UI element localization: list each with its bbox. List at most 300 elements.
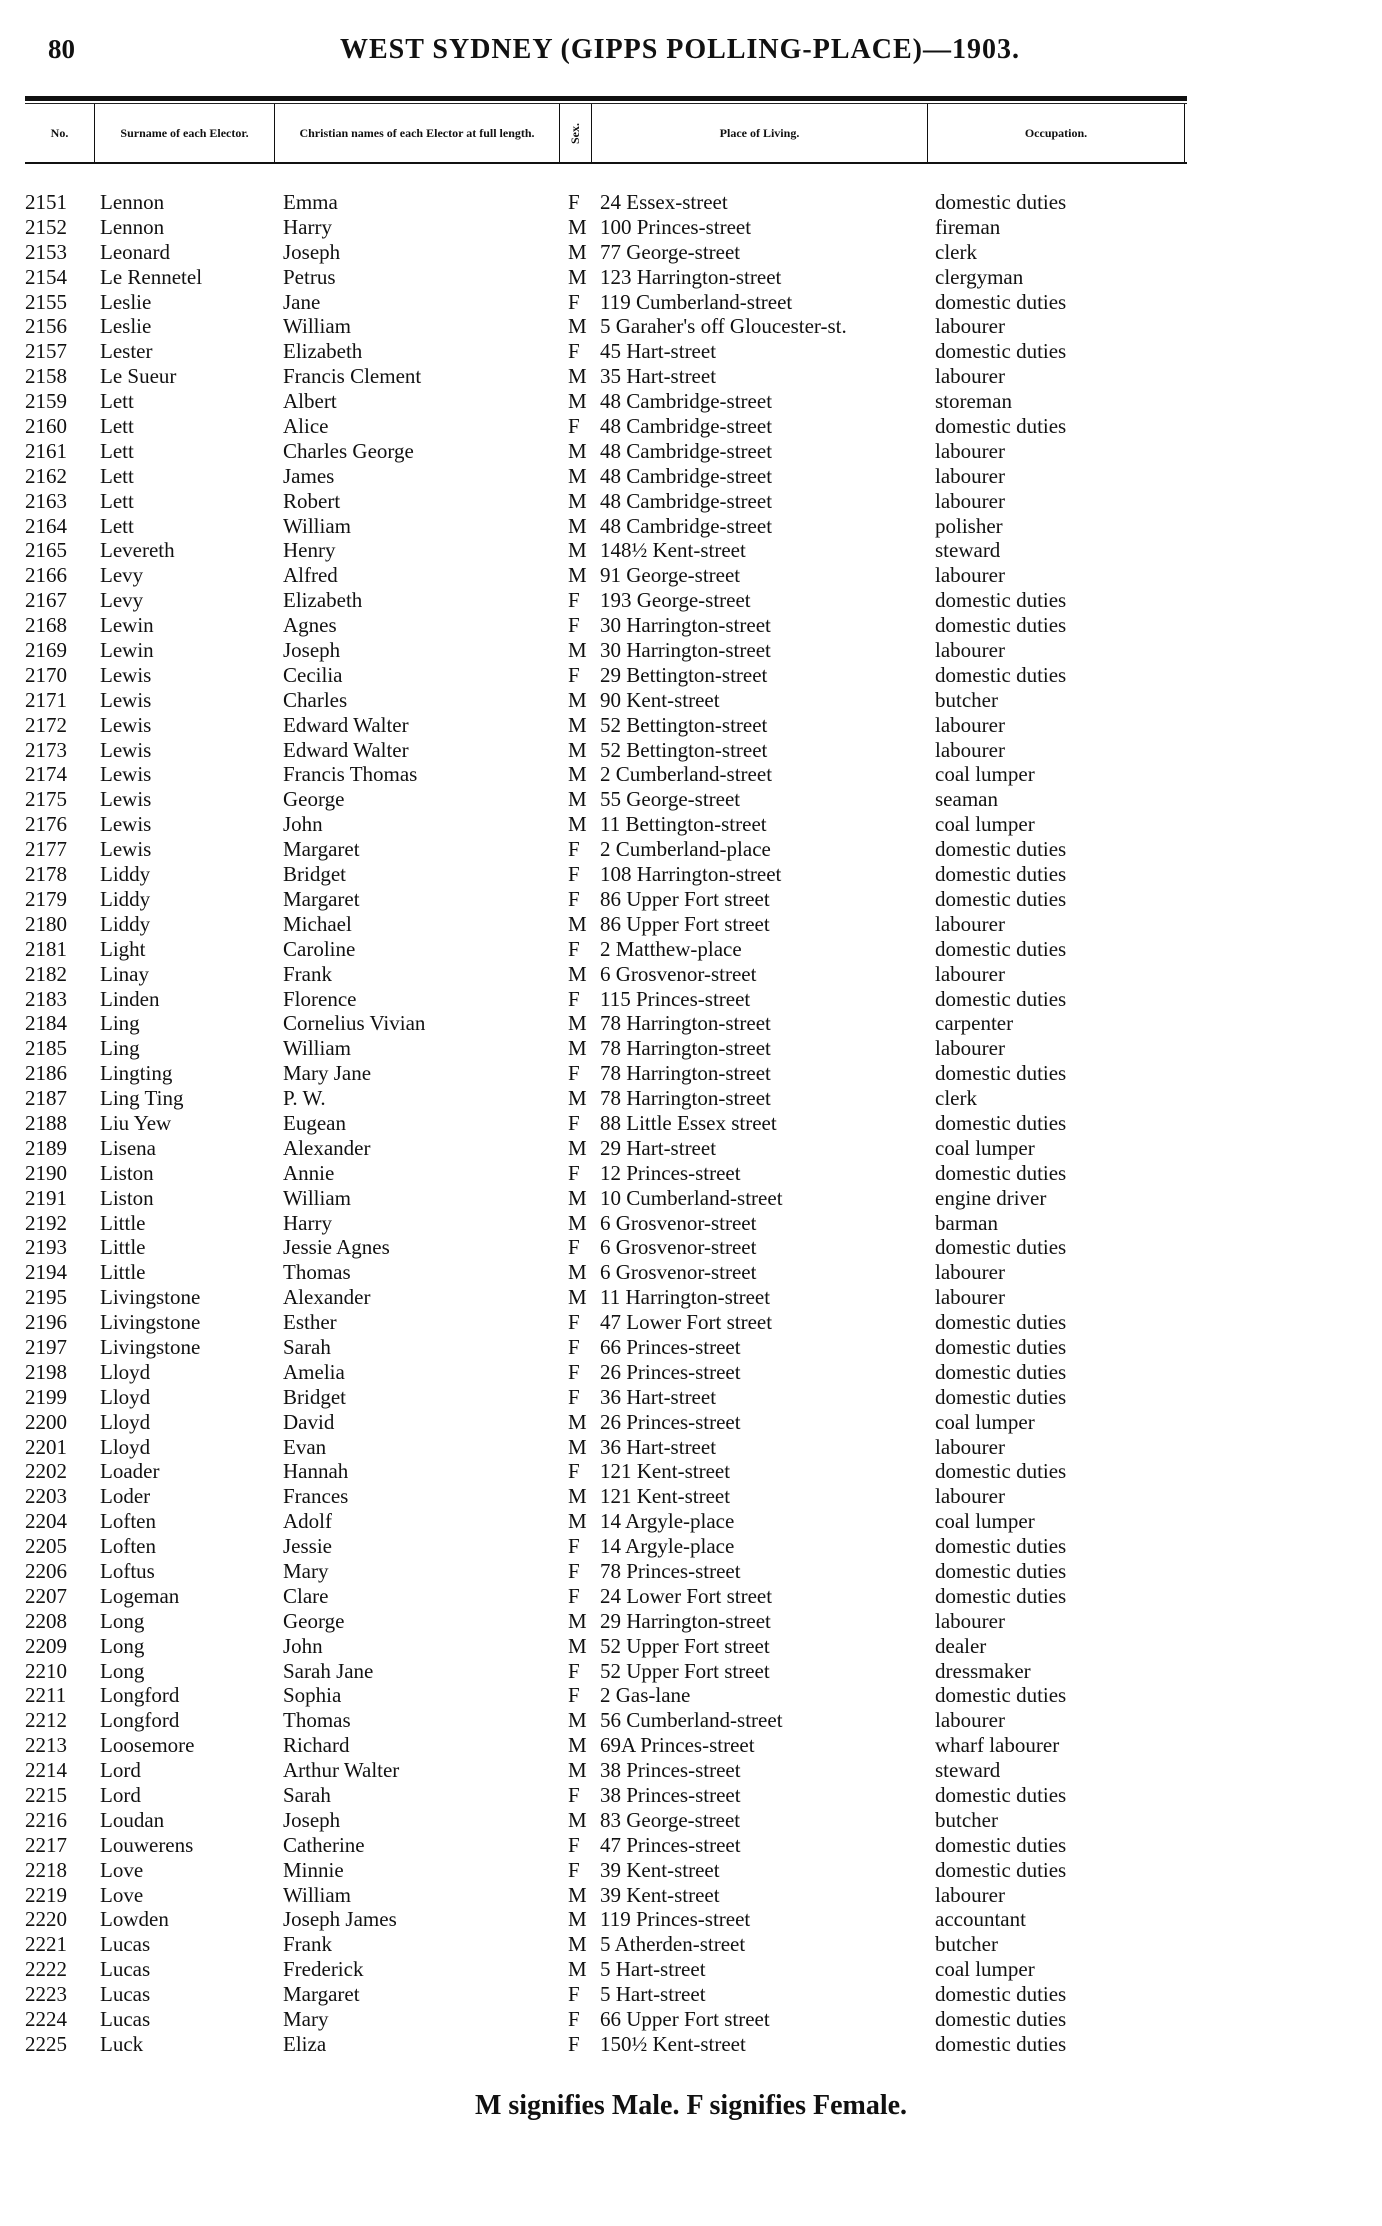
table-row xyxy=(25,240,1185,265)
elector-number: 2205 xyxy=(25,1534,67,1559)
elector-surname: Ling xyxy=(100,1036,140,1061)
elector-surname: Lewis xyxy=(100,787,152,812)
elector-occupation: labourer xyxy=(935,1434,1005,1459)
elector-christian-names: Margaret xyxy=(283,886,360,911)
elector-place-of-living: 30 Harrington-street xyxy=(600,638,771,663)
elector-place-of-living: 30 Harrington-street xyxy=(600,613,771,638)
table-row xyxy=(25,489,1185,514)
elector-sex: M xyxy=(568,239,587,264)
elector-place-of-living: 29 Bettington-street xyxy=(600,662,768,687)
table-row xyxy=(25,514,1185,539)
table-row xyxy=(25,464,1185,489)
table-row xyxy=(25,837,1185,862)
table-row xyxy=(25,1883,1185,1908)
elector-occupation: labourer xyxy=(935,638,1005,663)
elector-sex: M xyxy=(568,737,587,762)
elector-surname: Lucas xyxy=(100,1982,151,2007)
elector-surname: Lett xyxy=(100,414,134,439)
elector-sex: F xyxy=(568,1359,580,1384)
elector-place-of-living: 12 Princes-street xyxy=(600,1160,741,1185)
elector-christian-names: Joseph xyxy=(283,638,341,663)
elector-surname: Loder xyxy=(100,1484,151,1509)
elector-sex: M xyxy=(568,1260,587,1285)
elector-christian-names: Emma xyxy=(283,190,338,214)
table-row xyxy=(25,1509,1185,1534)
elector-number: 2189 xyxy=(25,1135,67,1160)
elector-surname: Lloyd xyxy=(100,1434,151,1459)
elector-occupation: labourer xyxy=(935,1036,1005,1061)
elector-christian-names: Evan xyxy=(283,1434,327,1459)
elector-place-of-living: 14 Argyle-place xyxy=(600,1534,735,1559)
elector-place-of-living: 26 Princes-street xyxy=(600,1359,741,1384)
table-row xyxy=(25,862,1185,887)
elector-christian-names: Harry xyxy=(283,214,332,239)
elector-christian-names: James xyxy=(283,463,335,488)
table-row xyxy=(25,1260,1185,1285)
elector-number: 2195 xyxy=(25,1285,67,1310)
elector-place-of-living: 150½ Kent-street xyxy=(600,2031,746,2056)
elector-christian-names: William xyxy=(283,1036,351,1061)
column-header-occupation-label: Occupation. xyxy=(1024,125,1088,140)
elector-christian-names: Francis Clement xyxy=(283,364,422,389)
elector-christian-names: Clare xyxy=(283,1583,329,1608)
elector-occupation: domestic duties xyxy=(935,289,1067,314)
table-row xyxy=(25,1758,1185,1783)
elector-surname: Lewin xyxy=(100,638,154,663)
elector-christian-names: Arthur Walter xyxy=(283,1758,400,1783)
elector-place-of-living: 47 Princes-street xyxy=(600,1832,741,1857)
elector-christian-names: William xyxy=(283,513,351,538)
elector-surname: Liston xyxy=(100,1185,154,1210)
column-header-surname xyxy=(95,104,275,162)
elector-christian-names: Edward Walter xyxy=(283,737,409,762)
table-row xyxy=(25,1932,1185,1957)
elector-surname: Ling xyxy=(100,1011,140,1036)
elector-occupation: domestic duties xyxy=(935,1783,1067,1807)
column-header-occupation xyxy=(928,104,1185,162)
elector-sex: F xyxy=(568,1384,580,1409)
elector-place-of-living: 91 George-street xyxy=(600,563,741,588)
elector-surname: Lloyd xyxy=(100,1409,151,1434)
elector-surname: Little xyxy=(100,1235,146,1260)
table-row xyxy=(25,713,1185,738)
table-row xyxy=(25,1783,1185,1808)
elector-occupation: labourer xyxy=(935,463,1005,488)
elector-christian-names: Mary Jane xyxy=(283,1061,372,1086)
elector-surname: Lewin xyxy=(100,613,154,638)
elector-number: 2165 xyxy=(25,538,67,563)
elector-christian-names: Petrus xyxy=(283,264,336,289)
elector-christian-names: George xyxy=(283,1608,345,1633)
elector-occupation: domestic duties xyxy=(935,339,1067,364)
elector-number: 2206 xyxy=(25,1558,67,1583)
elector-surname: Long xyxy=(100,1658,145,1683)
elector-occupation: wharf labourer xyxy=(935,1733,1060,1758)
elector-number: 2204 xyxy=(25,1509,67,1534)
elector-number: 2188 xyxy=(25,1110,67,1135)
elector-surname: Lewis xyxy=(100,662,152,687)
elector-christian-names: Edward Walter xyxy=(283,712,409,737)
elector-occupation: storeman xyxy=(935,389,1012,414)
elector-christian-names: John xyxy=(283,1633,323,1658)
elector-surname: Leonard xyxy=(100,239,170,264)
table-row xyxy=(25,912,1185,937)
elector-occupation: domestic duties xyxy=(935,1235,1067,1260)
elector-place-of-living: 26 Princes-street xyxy=(600,1409,741,1434)
elector-surname: Louwerens xyxy=(100,1832,194,1857)
elector-surname: Loosemore xyxy=(100,1733,195,1758)
elector-occupation: domestic duties xyxy=(935,1110,1067,1135)
elector-occupation: domestic duties xyxy=(935,1683,1067,1708)
elector-sex: F xyxy=(568,289,580,314)
elector-sex: M xyxy=(568,513,587,538)
elector-surname: Liu Yew xyxy=(100,1110,172,1135)
elector-surname: Leslie xyxy=(100,289,152,314)
elector-place-of-living: 56 Cumberland-street xyxy=(600,1708,783,1733)
elector-surname: Lett xyxy=(100,389,134,414)
elector-place-of-living: 48 Cambridge-street xyxy=(600,513,773,538)
elector-sex: M xyxy=(568,712,587,737)
elector-surname: Leslie xyxy=(100,314,152,339)
elector-christian-names: Harry xyxy=(283,1210,332,1235)
elector-number: 2210 xyxy=(25,1658,67,1683)
elector-sex: M xyxy=(568,264,587,289)
elector-sex: F xyxy=(568,837,580,862)
table-row xyxy=(25,1559,1185,1584)
elector-place-of-living: 78 Harrington-street xyxy=(600,1086,771,1111)
elector-surname: Lord xyxy=(100,1758,141,1783)
table-row xyxy=(25,613,1185,638)
elector-christian-names: Cornelius Vivian xyxy=(283,1011,426,1036)
elector-number: 2185 xyxy=(25,1036,67,1061)
elector-christian-names: Charles xyxy=(283,687,348,712)
elector-occupation: labourer xyxy=(935,1882,1005,1907)
elector-place-of-living: 119 Cumberland-street xyxy=(600,289,793,314)
elector-number: 2187 xyxy=(25,1086,67,1111)
elector-occupation: labourer xyxy=(935,911,1005,936)
elector-sex: M xyxy=(568,1011,587,1036)
elector-place-of-living: 115 Princes-street xyxy=(600,986,751,1011)
elector-occupation: domestic duties xyxy=(935,1160,1067,1185)
elector-sex: M xyxy=(568,1285,587,1310)
elector-sex: M xyxy=(568,364,587,389)
elector-number: 2181 xyxy=(25,936,67,961)
elector-occupation: labourer xyxy=(935,1260,1005,1285)
elector-occupation: labourer xyxy=(935,438,1005,463)
elector-occupation: domestic duties xyxy=(935,1310,1067,1335)
elector-number: 2172 xyxy=(25,712,67,737)
elector-place-of-living: 10 Cumberland-street xyxy=(600,1185,783,1210)
elector-place-of-living: 5 Hart-street xyxy=(600,1957,706,1982)
elector-christian-names: Annie xyxy=(283,1160,335,1185)
elector-surname: Lloyd xyxy=(100,1384,151,1409)
elector-number: 2215 xyxy=(25,1783,67,1807)
elector-place-of-living: 78 Harrington-street xyxy=(600,1061,771,1086)
elector-place-of-living: 52 Upper Fort street xyxy=(600,1633,770,1658)
elector-occupation: labourer xyxy=(935,364,1005,389)
elector-occupation: labourer xyxy=(935,737,1005,762)
elector-number: 2223 xyxy=(25,1982,67,2007)
page-title: WEST SYDNEY (GIPPS POLLING-PLACE)—1903. xyxy=(340,34,1020,65)
elector-surname: Lennon xyxy=(100,214,165,239)
elector-place-of-living: 66 Princes-street xyxy=(600,1334,741,1359)
elector-christian-names: George xyxy=(283,787,345,812)
elector-sex: M xyxy=(568,1185,587,1210)
table-row xyxy=(25,1061,1185,1086)
table-row xyxy=(25,1858,1185,1883)
elector-christian-names: Jessie Agnes xyxy=(283,1235,390,1260)
elector-sex: F xyxy=(568,190,580,214)
elector-number: 2169 xyxy=(25,638,67,663)
elector-occupation: dressmaker xyxy=(935,1658,1031,1683)
table-row xyxy=(25,1459,1185,1484)
elector-number: 2211 xyxy=(25,1683,67,1708)
elector-christian-names: Mary xyxy=(283,2007,329,2032)
elector-sex: M xyxy=(568,1932,587,1957)
elector-place-of-living: 36 Hart-street xyxy=(600,1434,717,1459)
elector-occupation: coal lumper xyxy=(935,1957,1035,1982)
elector-sex: F xyxy=(568,1334,580,1359)
elector-place-of-living: 100 Princes-street xyxy=(600,214,752,239)
elector-number: 2170 xyxy=(25,662,67,687)
elector-occupation: dealer xyxy=(935,1633,987,1658)
elector-sex: F xyxy=(568,2007,580,2032)
elector-sex: F xyxy=(568,1235,580,1260)
elector-occupation: domestic duties xyxy=(935,1832,1067,1857)
elector-sex: M xyxy=(568,1633,587,1658)
elector-number: 2201 xyxy=(25,1434,67,1459)
elector-christian-names: Cecilia xyxy=(283,662,343,687)
elector-sex: M xyxy=(568,961,587,986)
elector-surname: Lucas xyxy=(100,1957,151,1982)
elector-christian-names: Florence xyxy=(283,986,357,1011)
elector-sex: M xyxy=(568,1882,587,1907)
elector-surname: Love xyxy=(100,1882,144,1907)
elector-christian-names: Sarah xyxy=(283,1334,331,1359)
elector-place-of-living: 5 Hart-street xyxy=(600,1982,706,2007)
elector-occupation: fireman xyxy=(935,214,1001,239)
elector-place-of-living: 148½ Kent-street xyxy=(600,538,746,563)
elector-number: 2161 xyxy=(25,438,67,463)
table-row xyxy=(25,962,1185,987)
elector-occupation: domestic duties xyxy=(935,1982,1067,2007)
elector-number: 2177 xyxy=(25,837,67,862)
elector-place-of-living: 48 Cambridge-street xyxy=(600,488,773,513)
elector-christian-names: Caroline xyxy=(283,936,356,961)
elector-christian-names: Margaret xyxy=(283,837,360,862)
table-row xyxy=(25,1211,1185,1236)
elector-surname: Livingstone xyxy=(100,1285,201,1310)
table-row xyxy=(25,1011,1185,1036)
table-row xyxy=(25,1285,1185,1310)
elector-surname: Lisena xyxy=(100,1135,156,1160)
elector-occupation: labourer xyxy=(935,1285,1005,1310)
elector-place-of-living: 6 Grosvenor-street xyxy=(600,961,757,986)
elector-place-of-living: 2 Cumberland-place xyxy=(600,837,771,862)
elector-place-of-living: 11 Harrington-street xyxy=(600,1285,771,1310)
elector-sex: F xyxy=(568,1310,580,1335)
elector-sex: F xyxy=(568,662,580,687)
elector-occupation: labourer xyxy=(935,712,1005,737)
elector-sex: M xyxy=(568,1210,587,1235)
elector-surname: Liddy xyxy=(100,911,151,936)
table-row xyxy=(25,563,1185,588)
column-header-place xyxy=(592,104,928,162)
table-row xyxy=(25,1086,1185,1111)
elector-number: 2184 xyxy=(25,1011,67,1036)
elector-sex: F xyxy=(568,1683,580,1708)
table-row xyxy=(25,1982,1185,2007)
elector-number: 2200 xyxy=(25,1409,67,1434)
elector-surname: Loudan xyxy=(100,1807,165,1832)
elector-number: 2199 xyxy=(25,1384,67,1409)
elector-number: 2186 xyxy=(25,1061,67,1086)
elector-surname: Levereth xyxy=(100,538,175,563)
elector-christian-names: Joseph xyxy=(283,239,341,264)
elector-place-of-living: 39 Kent-street xyxy=(600,1857,720,1882)
table-row xyxy=(25,215,1185,240)
elector-christian-names: Catherine xyxy=(283,1832,365,1857)
elector-sex: M xyxy=(568,812,587,837)
table-row xyxy=(25,339,1185,364)
elector-number: 2153 xyxy=(25,239,67,264)
table-row xyxy=(25,190,1185,215)
table-row xyxy=(25,1708,1185,1733)
elector-number: 2157 xyxy=(25,339,67,364)
elector-surname: Lewis xyxy=(100,712,152,737)
elector-number: 2156 xyxy=(25,314,67,339)
elector-christian-names: Hannah xyxy=(283,1459,349,1484)
elector-surname: Le Sueur xyxy=(100,364,177,389)
elector-place-of-living: 6 Grosvenor-street xyxy=(600,1210,757,1235)
elector-occupation: domestic duties xyxy=(935,1359,1067,1384)
elector-occupation: domestic duties xyxy=(935,662,1067,687)
elector-occupation: labourer xyxy=(935,1708,1005,1733)
column-header-place-label: Place of Living. xyxy=(719,125,800,140)
elector-surname: Le Rennetel xyxy=(100,264,203,289)
elector-sex: M xyxy=(568,638,587,663)
elector-occupation: butcher xyxy=(935,1932,998,1957)
elector-occupation: coal lumper xyxy=(935,1135,1035,1160)
elector-place-of-living: 77 George-street xyxy=(600,239,741,264)
elector-occupation: domestic duties xyxy=(935,414,1067,439)
elector-surname: Lester xyxy=(100,339,153,364)
elector-sex: M xyxy=(568,687,587,712)
elector-place-of-living: 119 Princes-street xyxy=(600,1907,751,1932)
elector-occupation: domestic duties xyxy=(935,1334,1067,1359)
elector-number: 2221 xyxy=(25,1932,67,1957)
elector-number: 2198 xyxy=(25,1359,67,1384)
elector-sex: F xyxy=(568,1534,580,1559)
elector-number: 2174 xyxy=(25,762,67,787)
elector-number: 2158 xyxy=(25,364,67,389)
elector-surname: Lucas xyxy=(100,1932,151,1957)
elector-number: 2197 xyxy=(25,1334,67,1359)
elector-number: 2160 xyxy=(25,414,67,439)
elector-occupation: butcher xyxy=(935,1807,998,1832)
table-row xyxy=(25,987,1185,1012)
elector-sex: M xyxy=(568,438,587,463)
elector-christian-names: Frances xyxy=(283,1484,349,1509)
elector-occupation: domestic duties xyxy=(935,190,1067,214)
elector-place-of-living: 35 Hart-street xyxy=(600,364,717,389)
elector-occupation: domestic duties xyxy=(935,837,1067,862)
table-row xyxy=(25,812,1185,837)
elector-number: 2196 xyxy=(25,1310,67,1335)
elector-christian-names: Amelia xyxy=(283,1359,345,1384)
elector-place-of-living: 29 Hart-street xyxy=(600,1135,717,1160)
elector-number: 2202 xyxy=(25,1459,67,1484)
elector-sex: F xyxy=(568,1459,580,1484)
page-number: 80 xyxy=(48,34,75,64)
elector-christian-names: Frank xyxy=(283,961,332,986)
elector-sex: M xyxy=(568,1907,587,1932)
elector-number: 2224 xyxy=(25,2007,67,2032)
elector-place-of-living: 38 Princes-street xyxy=(600,1783,741,1807)
elector-number: 2218 xyxy=(25,1857,67,1882)
elector-place-of-living: 5 Garaher's off Gloucester-st. xyxy=(600,314,847,339)
elector-number: 2167 xyxy=(25,588,67,613)
elector-surname: Long xyxy=(100,1633,145,1658)
elector-christian-names: Sophia xyxy=(283,1683,342,1708)
elector-surname: Lewis xyxy=(100,762,152,787)
elector-christian-names: Michael xyxy=(283,911,352,936)
elector-place-of-living: 48 Cambridge-street xyxy=(600,389,773,414)
elector-sex: M xyxy=(568,762,587,787)
table-row xyxy=(25,1907,1185,1932)
elector-occupation: labourer xyxy=(935,961,1005,986)
elector-occupation: domestic duties xyxy=(935,1558,1067,1583)
elector-number: 2193 xyxy=(25,1235,67,1260)
table-row xyxy=(25,1634,1185,1659)
elector-occupation: domestic duties xyxy=(935,1534,1067,1559)
table-row xyxy=(25,439,1185,464)
elector-sex: F xyxy=(568,613,580,638)
elector-surname: Loader xyxy=(100,1459,160,1484)
table-row xyxy=(25,887,1185,912)
elector-sex: M xyxy=(568,1409,587,1434)
elector-sex: M xyxy=(568,563,587,588)
elector-place-of-living: 38 Princes-street xyxy=(600,1758,741,1783)
elector-number: 2162 xyxy=(25,463,67,488)
table-row xyxy=(25,314,1185,339)
elector-occupation: domestic duties xyxy=(935,1583,1067,1608)
elector-occupation: steward xyxy=(935,538,1001,563)
elector-occupation: domestic duties xyxy=(935,1459,1067,1484)
table-row xyxy=(25,1360,1185,1385)
elector-place-of-living: 24 Essex-street xyxy=(600,190,728,214)
elector-occupation: labourer xyxy=(935,563,1005,588)
elector-sex: F xyxy=(568,1061,580,1086)
elector-surname: Linden xyxy=(100,986,160,1011)
elector-occupation: domestic duties xyxy=(935,613,1067,638)
elector-number: 2175 xyxy=(25,787,67,812)
elector-place-of-living: 14 Argyle-place xyxy=(600,1509,735,1534)
table-row xyxy=(25,1683,1185,1708)
elector-occupation: clergyman xyxy=(935,264,1024,289)
elector-number: 2171 xyxy=(25,687,67,712)
table-row xyxy=(25,1235,1185,1260)
elector-sex: F xyxy=(568,1832,580,1857)
elector-sex: M xyxy=(568,389,587,414)
elector-number: 2159 xyxy=(25,389,67,414)
elector-place-of-living: 48 Cambridge-street xyxy=(600,438,773,463)
elector-christian-names: Joseph xyxy=(283,1807,341,1832)
elector-sex: M xyxy=(568,314,587,339)
page-header xyxy=(0,22,1382,78)
elector-surname: Liston xyxy=(100,1160,154,1185)
elector-place-of-living: 69A Princes-street xyxy=(600,1733,755,1758)
